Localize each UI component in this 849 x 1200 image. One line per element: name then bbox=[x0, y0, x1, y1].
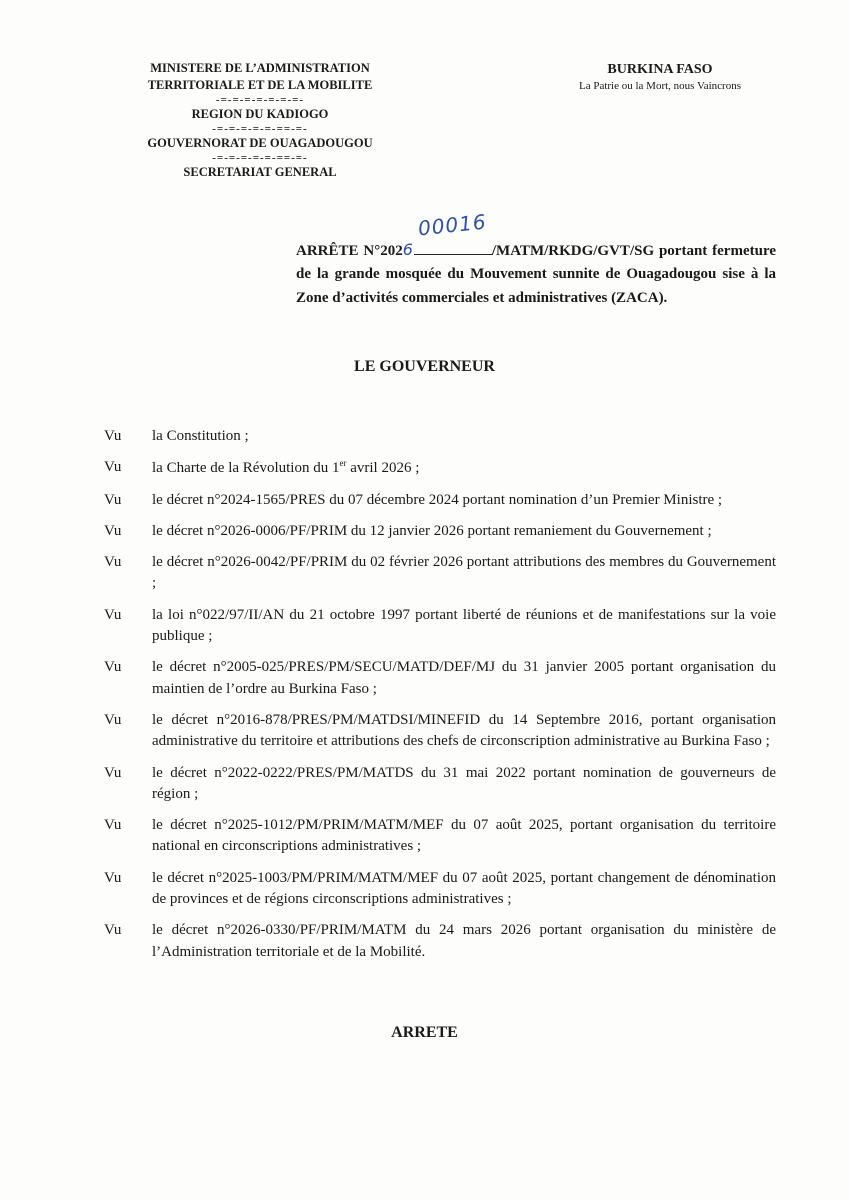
header-separator: -=-=-=-=-=-==-=- bbox=[212, 151, 308, 164]
vu-label: Vu bbox=[104, 659, 122, 676]
vu-label: Vu bbox=[104, 554, 122, 571]
country-name: BURKINA FASO bbox=[607, 62, 713, 77]
reference-text: le décret n°2026-0042/PF/PRIM du 02 février 2026 portant attributions des membres du Gouvernement ; bbox=[152, 554, 776, 592]
legal-reference bbox=[104, 521, 776, 542]
decree-number-prefix: ARRÊTE N°202 bbox=[296, 243, 403, 259]
reference-text: la loi n°022/97/II/AN du 21 octobre 1997 portant liberté de réunions et de manifestations sur la voie publique ; bbox=[152, 606, 776, 645]
vu-label: Vu bbox=[104, 459, 122, 476]
reference-text: le décret n°2005-025/PRES/PM/SECU/MATD/DEF/MJ du 31 janvier 2005 portant organisation du maintien de l’ordre au Burkina Faso ; bbox=[152, 659, 776, 697]
legal-reference bbox=[104, 605, 776, 648]
reference-text: le décret n°2026-0006/PF/PRIM du 12 janvier 2026 portant remaniement du Gouvernement ; bbox=[152, 522, 712, 539]
reference-text: le décret n°2024-1565/PRES du 07 décembre 2024 portant nomination d’un Premier Ministre ; bbox=[152, 491, 723, 508]
handwritten-year-digit: 6 bbox=[402, 240, 414, 259]
reference-text: le décret n°2025-1012/PM/PRIM/MATM/MEF du 07 août 2025, portant organisation du territoire national en circonscriptions administratives ; bbox=[152, 817, 776, 855]
vu-label: Vu bbox=[104, 428, 122, 444]
legal-references-list bbox=[104, 426, 776, 973]
vu-label: Vu bbox=[104, 491, 122, 508]
reference-text: la Constitution ; bbox=[152, 428, 249, 444]
reference-text: le décret n°2026-0330/PF/PRIM/MATM du 24 mars 2026 portant organisation du ministère de l’Administration territoriale et de la Mobilité. bbox=[152, 922, 776, 960]
reference-text: la Charte de la Révolution du 1er avril 2026 ; bbox=[152, 458, 420, 477]
ministry-header bbox=[120, 60, 400, 181]
ministry-name-line2: TERRITORIALE ET DE LA MOBILITE bbox=[147, 77, 373, 92]
legal-reference bbox=[104, 710, 776, 753]
legal-reference bbox=[104, 763, 776, 806]
decree-number-slot bbox=[414, 209, 492, 255]
legal-reference bbox=[104, 920, 776, 963]
legal-reference bbox=[104, 426, 776, 447]
ministry-name-line1: MINISTERE DE L’ADMINISTRATION bbox=[150, 61, 370, 75]
reference-text: le décret n°2016-878/PRES/PM/MATDSI/MINEFID du 14 Septembre 2016, portant organisation administrative du territoire et attributions des chefs de circonscription administrative au Burkina Faso ; bbox=[152, 711, 776, 750]
authority-heading: LE GOUVERNEUR bbox=[354, 358, 495, 375]
vu-label: Vu bbox=[104, 764, 122, 781]
vu-label: Vu bbox=[104, 869, 122, 886]
decree-title bbox=[296, 209, 777, 310]
governorate-name: GOUVERNORAT DE OUAGADOUGOU bbox=[147, 135, 373, 150]
vu-label: Vu bbox=[104, 522, 122, 539]
decree-title-text: /MATM/RKDG/GVT/SG portant fermeture de la grande mosquée du Mouvement sunnite de Ouagadougou sise à la Zone d’activités commerciales et administratives (ZACA). bbox=[296, 243, 777, 306]
national-motto: La Patrie ou la Mort, nous Vaincrons bbox=[578, 80, 742, 92]
secretariat-name: SECRETARIAT GENERAL bbox=[183, 164, 337, 179]
reference-text: le décret n°2025-1003/PM/PRIM/MATM/MEF du 07 août 2025, portant changement de dénomination de provinces et de régions circonscriptions administratives ; bbox=[152, 869, 776, 908]
vu-label: Vu bbox=[104, 922, 122, 939]
vu-label: Vu bbox=[104, 817, 122, 834]
legal-reference bbox=[104, 552, 776, 595]
vu-label: Vu bbox=[104, 606, 122, 623]
header-separator: -=-=-=-=-=-==-=- bbox=[212, 122, 308, 135]
legal-reference bbox=[104, 657, 776, 700]
header-separator: -=-=-=-=-=-=-=- bbox=[215, 93, 305, 106]
reference-text: le décret n°2022-0222/PRES/PM/MATDS du 31 mai 2022 portant nomination de gouverneurs de région ; bbox=[152, 764, 776, 802]
legal-reference bbox=[104, 815, 776, 858]
legal-reference bbox=[104, 457, 776, 479]
decision-heading: ARRETE bbox=[391, 1024, 458, 1041]
vu-label: Vu bbox=[104, 711, 122, 728]
country-header bbox=[540, 62, 780, 92]
legal-reference bbox=[104, 490, 776, 511]
region-name: REGION DU KADIOGO bbox=[191, 106, 329, 121]
legal-reference bbox=[104, 868, 776, 911]
handwritten-decree-number: 00016 bbox=[416, 209, 488, 241]
